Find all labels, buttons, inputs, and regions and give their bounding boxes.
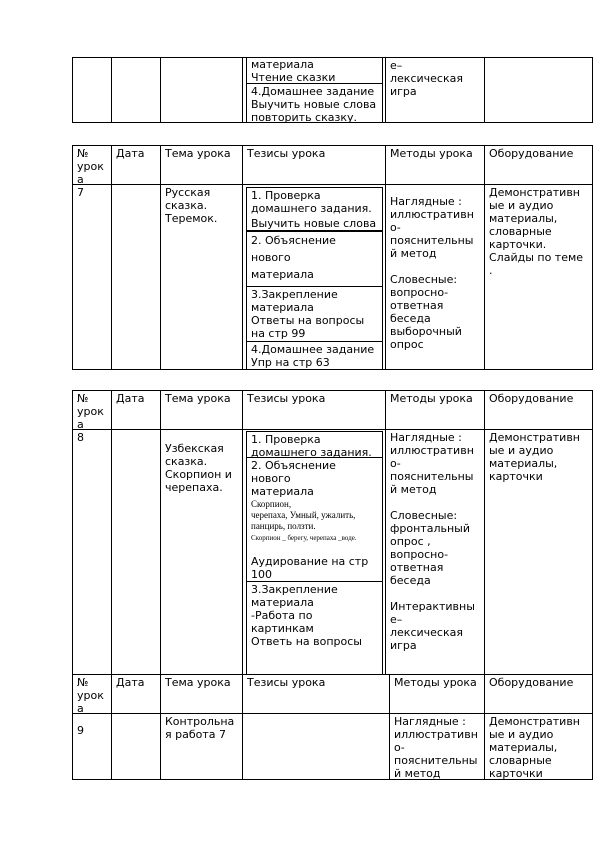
- header-date-2: Дата: [111, 674, 161, 714]
- lesson-7-theses: [242, 184, 386, 370]
- lesson-8-equipment: Демонстративн ые и аудио материалы, карточки: [484, 429, 593, 675]
- header-topic: Тема урока: [160, 390, 243, 430]
- theses-part-a: материала Чтение сказки: [246, 57, 383, 84]
- thesis-2-audio: Аудирование на стр 100: [251, 555, 369, 581]
- lesson-7-methods: Наглядные : иллюстративн о- пояснительны й метод Словесные: вопросно- ответная беседа выборочный опрос: [385, 184, 485, 370]
- header-methods-2: Методы урока: [389, 674, 485, 714]
- theses-part-b: 4.Домашнее задание Выучить новые слова повторить сказку.: [246, 83, 383, 122]
- header-num: № урок а: [72, 390, 112, 430]
- header-theses-2: Тезисы урока: [242, 674, 390, 714]
- lesson-8-topic: Узбекская сказка. Скорпион и черепаха.: [160, 429, 243, 675]
- header-topic: Тема урока: [160, 145, 243, 185]
- header-methods: Методы урока: [385, 390, 485, 430]
- thesis-2: [246, 457, 383, 582]
- thesis-3: 3.Закрепление материала Ответы на вопросы на стр 99: [246, 286, 383, 342]
- thesis-3: 3.Закрепление материала -Работа по картинкам Ответь на вопросы: [246, 581, 383, 675]
- thesis-2-sentence: Скорпион _ берегу, черепаха _воде.: [251, 534, 357, 542]
- lesson-9-theses: [242, 713, 390, 780]
- thesis-1: 1. Проверка домашнего задания.: [246, 431, 383, 458]
- header-theses: Тезисы урока: [242, 390, 386, 430]
- lesson-9-methods: Наглядные : иллюстративн о- пояснительны й метод: [389, 713, 485, 780]
- lesson-8-methods: Наглядные : иллюстративн о- пояснительны й метод Словесные: фронтальный опрос , вопросно- ответная беседа Интерактивны е– лексическая игра: [385, 429, 485, 675]
- header-equipment: Оборудование: [484, 145, 593, 185]
- thesis-4: 4.Домашнее задание Упр на стр 63: [246, 341, 383, 370]
- header-methods: Методы урока: [385, 145, 485, 185]
- header-topic-2: Тема урока: [160, 674, 243, 714]
- lesson-7-topic: Русская сказка. Теремок.: [160, 184, 243, 370]
- thesis-1b: Выучить новые слова: [246, 214, 383, 232]
- lesson-9-equipment: Демонстративн ые и аудио материалы, словарные карточки: [484, 713, 593, 780]
- lesson-7-num: 7: [72, 184, 112, 370]
- cell-equipment: [484, 57, 593, 123]
- header-num: № урок а: [72, 145, 112, 185]
- header-equipment: Оборудование: [484, 390, 593, 430]
- thesis-1: 1. Проверка домашнего задания.: [246, 187, 383, 214]
- thesis-2-word-list: Скорпион, черепаха, Умный, ужалить, панцирь, ползти.: [251, 499, 356, 531]
- cell-methods: е– лексическая игра: [385, 57, 485, 123]
- lesson-9-date: [111, 713, 161, 780]
- cell-date: [111, 57, 161, 123]
- lesson-8-date: [111, 429, 161, 675]
- header-equipment-2: Оборудование: [484, 674, 593, 714]
- lesson-7-date: [111, 184, 161, 370]
- lesson-8-num: 8: [72, 429, 112, 675]
- lesson-8-theses: [242, 429, 386, 675]
- cell-topic: [160, 57, 243, 123]
- header-date: Дата: [111, 145, 161, 185]
- header-theses: Тезисы урока: [242, 145, 386, 185]
- thesis-2: 2. Объяснение нового материала: [246, 230, 383, 287]
- cell-theses: [242, 57, 386, 123]
- lesson-9-topic: Контрольна я работа 7: [160, 713, 243, 780]
- thesis-2-title: 2. Объяснение нового материала: [251, 459, 336, 498]
- lesson-9-num: 9: [72, 713, 112, 780]
- cell-num: [72, 57, 112, 123]
- lesson-7-equipment: Демонстративн ые и аудио материалы, словарные карточки. Слайды по теме .: [484, 184, 593, 370]
- header-num-2: № урок а: [72, 674, 112, 714]
- header-date: Дата: [111, 390, 161, 430]
